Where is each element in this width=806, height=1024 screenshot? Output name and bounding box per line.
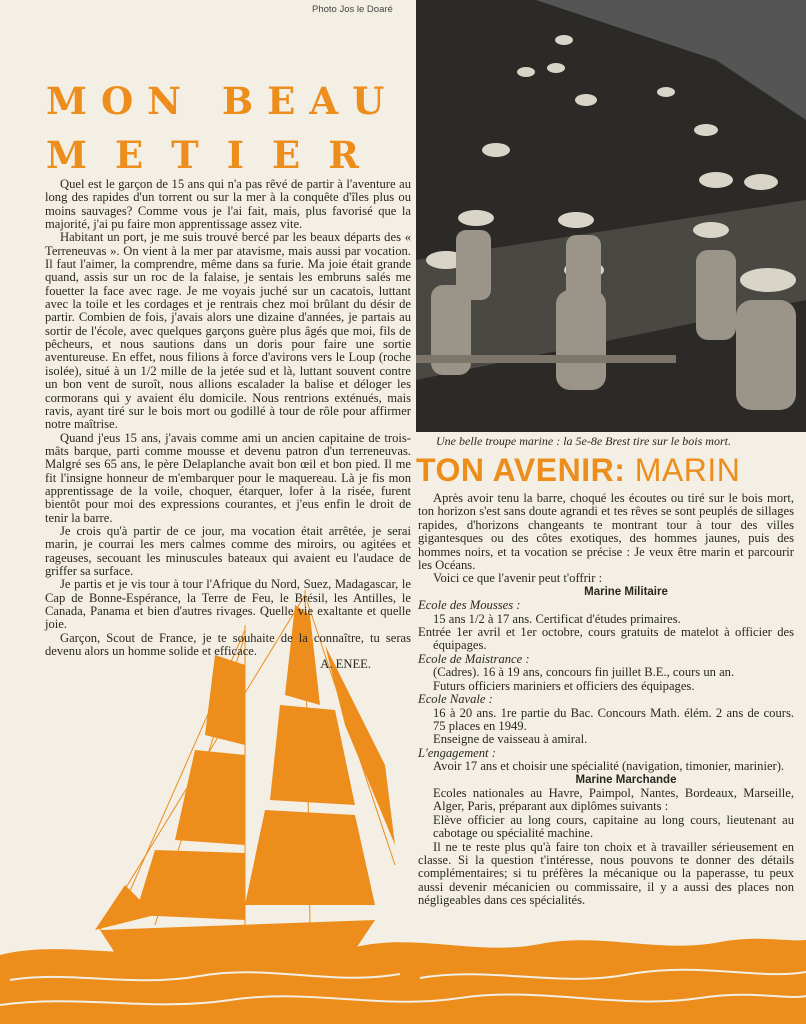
signature: A. ENEE. [320,657,371,672]
text: 16 à 20 ans. 1re partie du Bac. Concours Math. élém. 2 ans de cours. 75 places en 1949. [433,705,794,733]
intro-paragraph: Après avoir tenu la barre, choqué les écoutes ou tiré sur le bois mort, ton horizon s'est sans doute agrandi et tes rêves se sont peuplés de sillages rapides, d'horizons changeants te montrant tour à tour des villes gigantesques ou des côtes exotiques, des hommes jaunes, puis des hommes noirs, et ta vocation se précise : Je veux être marin et parcourir les Océans. [418,491,794,573]
title-line-1: MON BEAU [46,79,399,123]
text: Entrée 1er avril et 1er octobre, cours gratuits de matelot à officier des équipages. [418,625,794,653]
article-title [46,74,399,182]
heading-marine-marchande: Marine Marchande [575,773,677,786]
photo-rowers [416,0,806,432]
article-body [45,178,411,672]
text: (Cadres). 16 à 19 ans, concours fin juillet B.E., cours un an. [433,665,735,680]
section-body [418,492,794,908]
section-title-light: MARIN [634,452,741,488]
paragraph: Quel est le garçon de 15 ans qui n'a pas rêvé de partir à l'aventure au long des rapides d'un torrent ou sur la mer à la conquête d'îles plus ou moins sauvages? Comme vous je l'ai fait, mais, plus favorisé que la majorité, j'ai pu faire mon apprentissage assez vite. [45,177,411,232]
paragraph: Quand j'eus 15 ans, j'avais comme ami un ancien capitaine de trois-mâts barque, parti comme mousse et devenu patron d'un terreneuvas. Malgré ses 65 ans, le père Delaplanche avait bon œil et bon pied. Il me fit l'insigne honneur de m'embarquer pour le maquereau. Là je fis mon apprentissage de la voile, choquer, étarquer, lofer à la risée, furent bientôt pour moi des expressions courantes, et j'eus enfin le droit de tenir la barre. [45,430,411,525]
label-ecole-maistrance: Ecole de Maistrance : [418,651,530,666]
paragraph: Habitant un port, je me suis trouvé bercé par les beaux départs des « Terreneuvas ». On vient à la mer par atavisme, mais aussi par vocation. Il faut l'aimer, la comprendre, même dans sa furie. Ma joie était grande quand, assis sur un roc de la falaise, je sentais les embruns salés me fouetter la face avec rage. Je me voyais juché sur un cacatois, luttant avec la toile et les cordages et je rentrais chez moi brûlant du désir de partir. Combien de fois, j'avais alors une dizaine d'années, je partais au sortir de l'école, avec quelques garçons guère plus âgés que moi, fils de pêcheurs, et nous sautions dans un doris pour faire une sortie aventureuse. En effet, nous filions à force d'avirons vers le Loup (roche isolée), situé à un 1/2 mille de la jetée sud et là, luttant souvent contre un bon vent de suroît, nous allions escalader la balise et déloger les cormorans qui y avaient élu domicile. Nous rentrions exténués, mais ravis, ayant tiré sur le bois mort ou godillé à tour de rôle pour affirmer notre maîtrise. [45,230,411,432]
label-ecole-mousses: Ecole des Mousses : [418,598,521,613]
section-title-bold: TON AVENIR: [416,452,626,488]
photo-credit: Photo Jos le Doaré [312,4,393,15]
rowers-illustration [416,0,806,432]
offer-line: Voici ce que l'avenir peut t'offrir : [433,571,603,586]
text: 15 ans 1/2 à 17 ans. Certificat d'études primaires. [433,611,681,626]
section-title [416,452,740,489]
paragraph: Je partis et je vis tour à tour l'Afrique du Nord, Suez, Madagascar, le Cap de Bonne-Espérance, la Terre de Feu, le Brésil, les Antilles, le Canada, Panama et bien d'autres rivages. Quelle vie exaltante et quelle joie. [45,577,411,632]
photo-caption: Une belle troupe marine : la 5e-8e Brest tire sur le bois mort. [436,434,731,448]
text: Enseigne de vaisseau à amiral. [433,732,588,747]
label-engagement: L'engagement : [418,745,496,760]
title-line-2: METIER [46,133,387,177]
text: Avoir 17 ans et choisir une spécialité (navigation, timonier, marinier). [433,759,785,774]
conclusion-paragraph: Il ne te reste plus qu'à faire ton choix et à travailler sérieusement en classe. Si la question t'intéresse, nous pouvons te donner des détails complémentaires; si tu préfères la mécanique ou la paperasse, tu peux aussi devenir mécanicien ou commissaire, il y a aussi des places non négligeables dans ces spécialités. [418,839,794,908]
paragraph: Garçon, Scout de France, je te souhaite de la connaître, tu seras devenu alors un homme solide et efficace. [45,630,411,659]
text: Elève officier au long cours, capitaine au long cours, lieutenant au cabotage ou spécialité machine. [433,812,794,841]
sea-waves [0,930,806,1024]
label-ecole-navale: Ecole Navale : [418,692,493,707]
text: Futurs officiers mariniers et officiers des équipages. [433,678,695,693]
text: Ecoles nationales au Havre, Paimpol, Nantes, Bordeaux, Marseille, Alger, Paris, préparant aux diplômes suivants : [433,785,794,814]
heading-marine-militaire: Marine Militaire [584,585,668,598]
paragraph: Je crois qu'à partir de ce jour, ma vocation était arrêtée, je serai marin, je courrai les mers calmes comme des miroirs, ou agitées et rageuses, secouant les minuscules bateaux qui avaient eu l'audace de griffer sa surface. [45,523,411,578]
